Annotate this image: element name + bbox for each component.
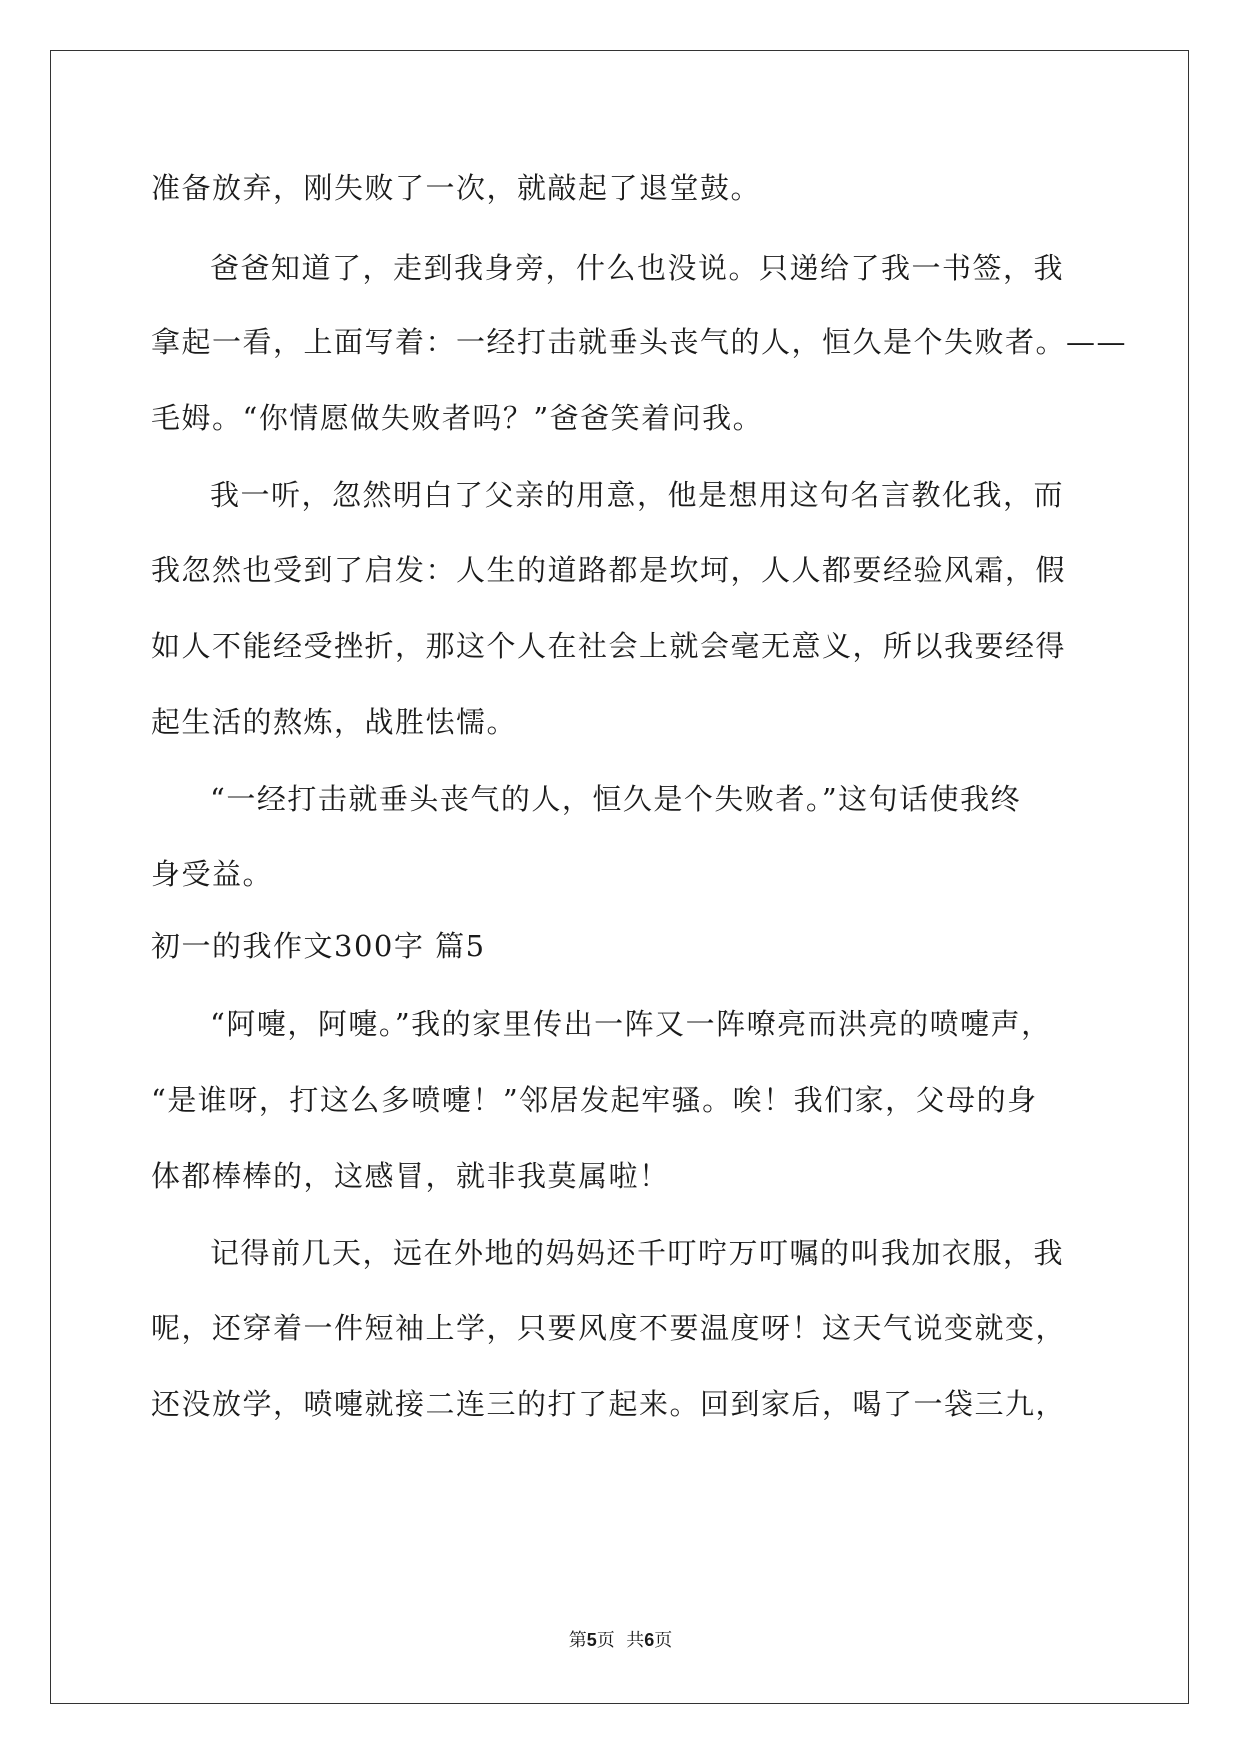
body-text-line: 身受益。 [151, 857, 274, 891]
body-text-line: 我忽然也受到了启发：人生的道路都是坎坷，人人都要经验风霜，假 [151, 553, 1067, 587]
body-text-line: 呢，还穿着一件短袖上学，只要风度不要温度呀！这天气说变就变， [151, 1311, 1067, 1345]
page-number-separator: 页 共 [596, 1630, 645, 1651]
body-text-line: “阿嚏，阿嚏。”我的家里传出一阵又一阵嘹亮而洪亮的喷嚏声， [210, 1007, 1052, 1041]
body-text-line: 拿起一看，上面写着：一经打击就垂头丧气的人，恒久是个失败者。—— [151, 325, 1128, 359]
body-text-line: 爸爸知道了，走到我身旁，什么也没说。只递给了我一书签，我 [210, 251, 1065, 285]
page-number-prefix: 第 [568, 1630, 587, 1651]
body-text-line: 准备放弃，刚失败了一次，就敲起了退堂鼓。 [151, 171, 762, 205]
current-page-number: 5 [586, 1630, 597, 1650]
body-text-line: 还没放学，喷嚏就接二连三的打了起来。回到家后，喝了一袋三九， [151, 1387, 1067, 1421]
page-footer [0, 1628, 1241, 1653]
body-text-line: 体都棒棒的，这感冒，就非我莫属啦！ [151, 1159, 670, 1193]
body-text-line: 毛姆。“你情愿做失败者吗？”爸爸笑着问我。 [151, 401, 764, 435]
body-text-line: 如人不能经受挫折，那这个人在社会上就会毫无意义，所以我要经得 [151, 629, 1067, 663]
section-heading: 初一的我作文300字 篇5 [151, 929, 486, 963]
body-text-line: 起生活的熬炼，战胜怯懦。 [151, 705, 518, 739]
body-text-line: “一经打击就垂头丧气的人，恒久是个失败者。”这句话使我终 [210, 782, 1022, 816]
total-page-number: 6 [644, 1630, 655, 1650]
body-text-line: 记得前几天，远在外地的妈妈还千叮咛万叮嘱的叫我加衣服，我 [210, 1236, 1065, 1270]
body-text-line: “是谁呀，打这么多喷嚏！”邻居发起牢骚。唉！我们家，父母的身 [151, 1083, 1038, 1117]
page-number-suffix: 页 [654, 1630, 673, 1651]
body-text-line: 我一听，忽然明白了父亲的用意，他是想用这句名言教化我，而 [210, 478, 1065, 512]
